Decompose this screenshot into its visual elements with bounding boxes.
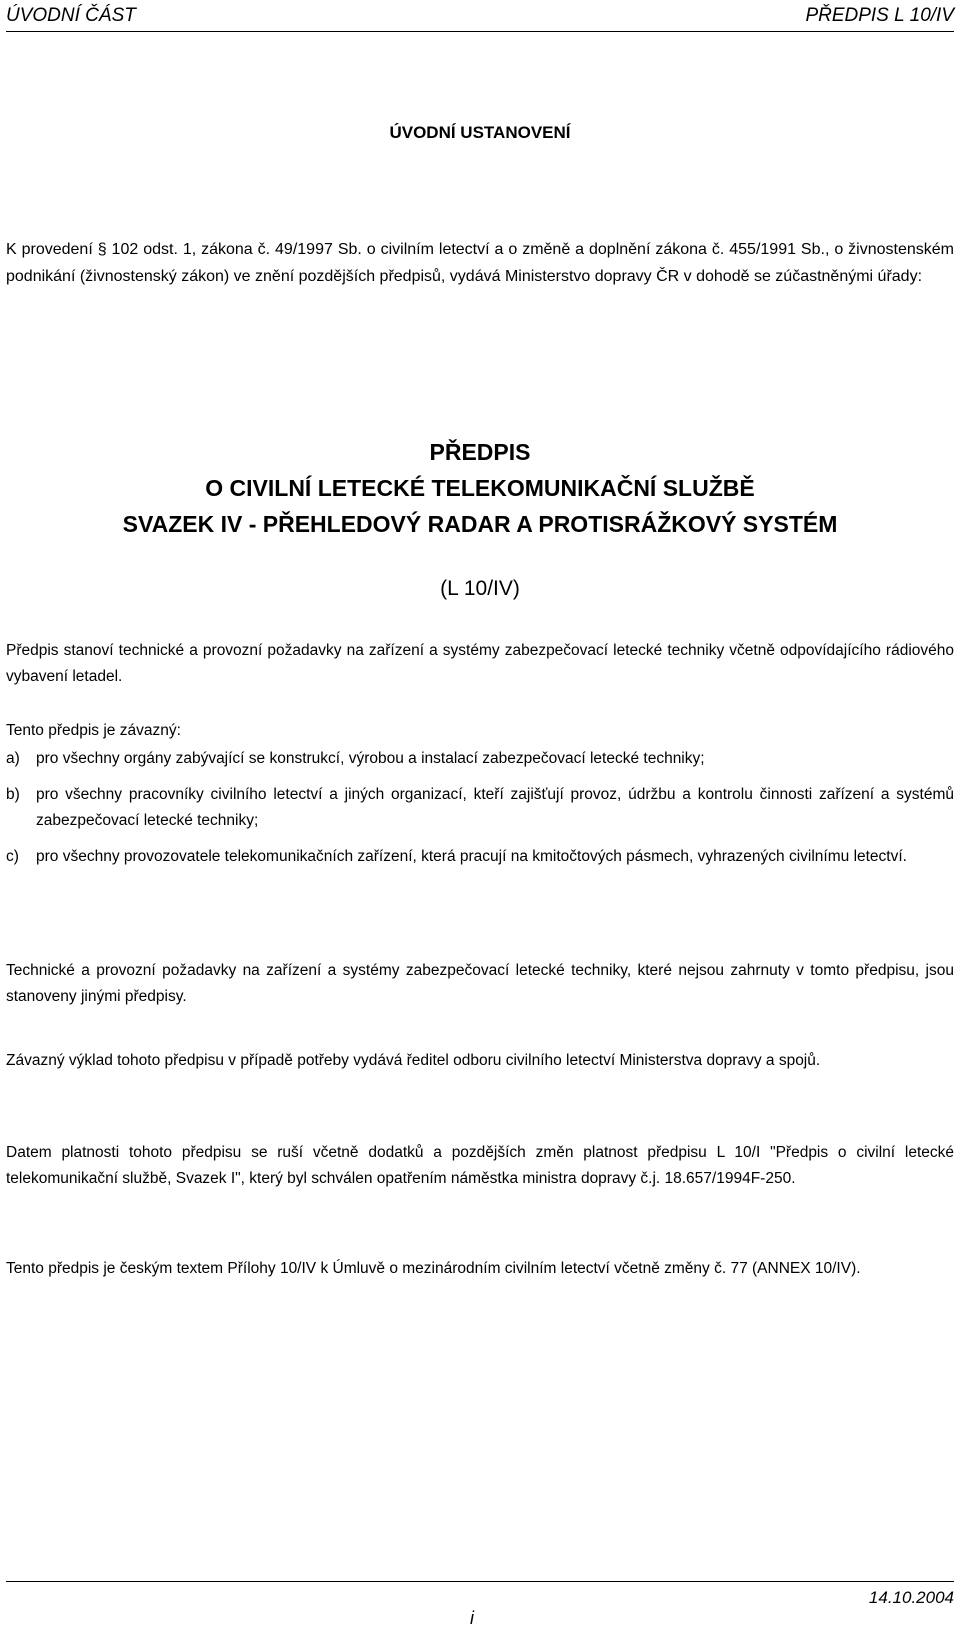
paragraph-validity: Datem platnosti tohoto předpisu se ruší včetně dodatků a pozdějších změn platnost předpisu L 10/I "Předpis o civilní letecké telekomunikační službě, Svazek I", který byl schválen opatřením náměstka ministra dopravy č.j. 18.657/1994F-250. xyxy=(6,1144,954,1187)
paragraph-annex: Tento předpis je českým textem Přílohy 10/IV k Úmluvě o mezinárodním civilním letectví včetně změny č. 77 (ANNEX 10/IV). xyxy=(6,1260,861,1277)
title-line-3: SVAZEK IV - PŘEHLEDOVÝ RADAR A PROTISRÁŽKOVÝ SYSTÉM xyxy=(122,511,838,537)
list-marker: c) xyxy=(6,848,19,865)
list-marker: b) xyxy=(6,786,20,803)
list-item xyxy=(6,782,954,834)
list-item-text: pro všechny orgány zabývající se konstrukcí, výrobou a instalací zabezpečovací letecké techniky; xyxy=(36,750,705,767)
document-title xyxy=(6,434,954,542)
footer-divider xyxy=(6,1581,954,1582)
title-line-1: PŘEDPIS xyxy=(429,439,531,465)
list-marker: a) xyxy=(6,750,20,767)
list-item xyxy=(6,746,954,772)
binding-list xyxy=(6,746,954,880)
paragraph-binding: Tento předpis je závazný: xyxy=(6,722,181,739)
list-item-text: pro všechny pracovníky civilního letectví a jiných organizací, kteří zajišťují provoz, údržbu a kontrolu činnosti zařízení a systémů zabezpečovací letecké techniky; xyxy=(36,786,954,829)
header-section-title: ÚVODNÍ ČÁST xyxy=(6,5,136,26)
paragraph-interpretation: Závazný výklad tohoto předpisu v případě potřeby vydává ředitel odboru civilního letectví Ministerstva dopravy a spojů. xyxy=(6,1052,821,1069)
document-code: (L 10/IV) xyxy=(440,577,520,600)
footer-date: 14.10.2004 xyxy=(868,1588,954,1607)
intro-paragraph: K provedení § 102 odst. 1, zákona č. 49/1997 Sb. o civilním letectví a o změně a doplnění zákona č. 455/1991 Sb., o živnostenském podnikání (živnostenský zákon) ve znění pozdějších předpisů, vydává Ministerstvo dopravy ČR v dohodě se zúčastněnými úřady: xyxy=(6,241,954,285)
paragraph-other-regulations: Technické a provozní požadavky na zařízení a systémy zabezpečovací letecké techniky, které nejsou zahrnuty v tomto předpisu, jsou stanoveny jinými předpisy. xyxy=(6,962,954,1005)
header-document-code: PŘEDPIS L 10/IV xyxy=(805,5,954,26)
paragraph-scope: Předpis stanoví technické a provozní požadavky na zařízení a systémy zabezpečovací letecké techniky včetně odpovídajícího rádiového vybavení letadel. xyxy=(6,642,954,685)
page-number: i xyxy=(470,1608,474,1628)
title-line-2: O CIVILNÍ LETECKÉ TELEKOMUNIKAČNÍ SLUŽBĚ xyxy=(205,475,755,501)
list-item-text: pro všechny provozovatele telekomunikačních zařízení, která pracují na kmitočtových pásmech, vyhrazených civilnímu letectví. xyxy=(36,848,907,865)
list-item xyxy=(6,844,954,870)
intro-title: ÚVODNÍ USTANOVENÍ xyxy=(389,123,571,142)
page-header xyxy=(6,3,954,32)
